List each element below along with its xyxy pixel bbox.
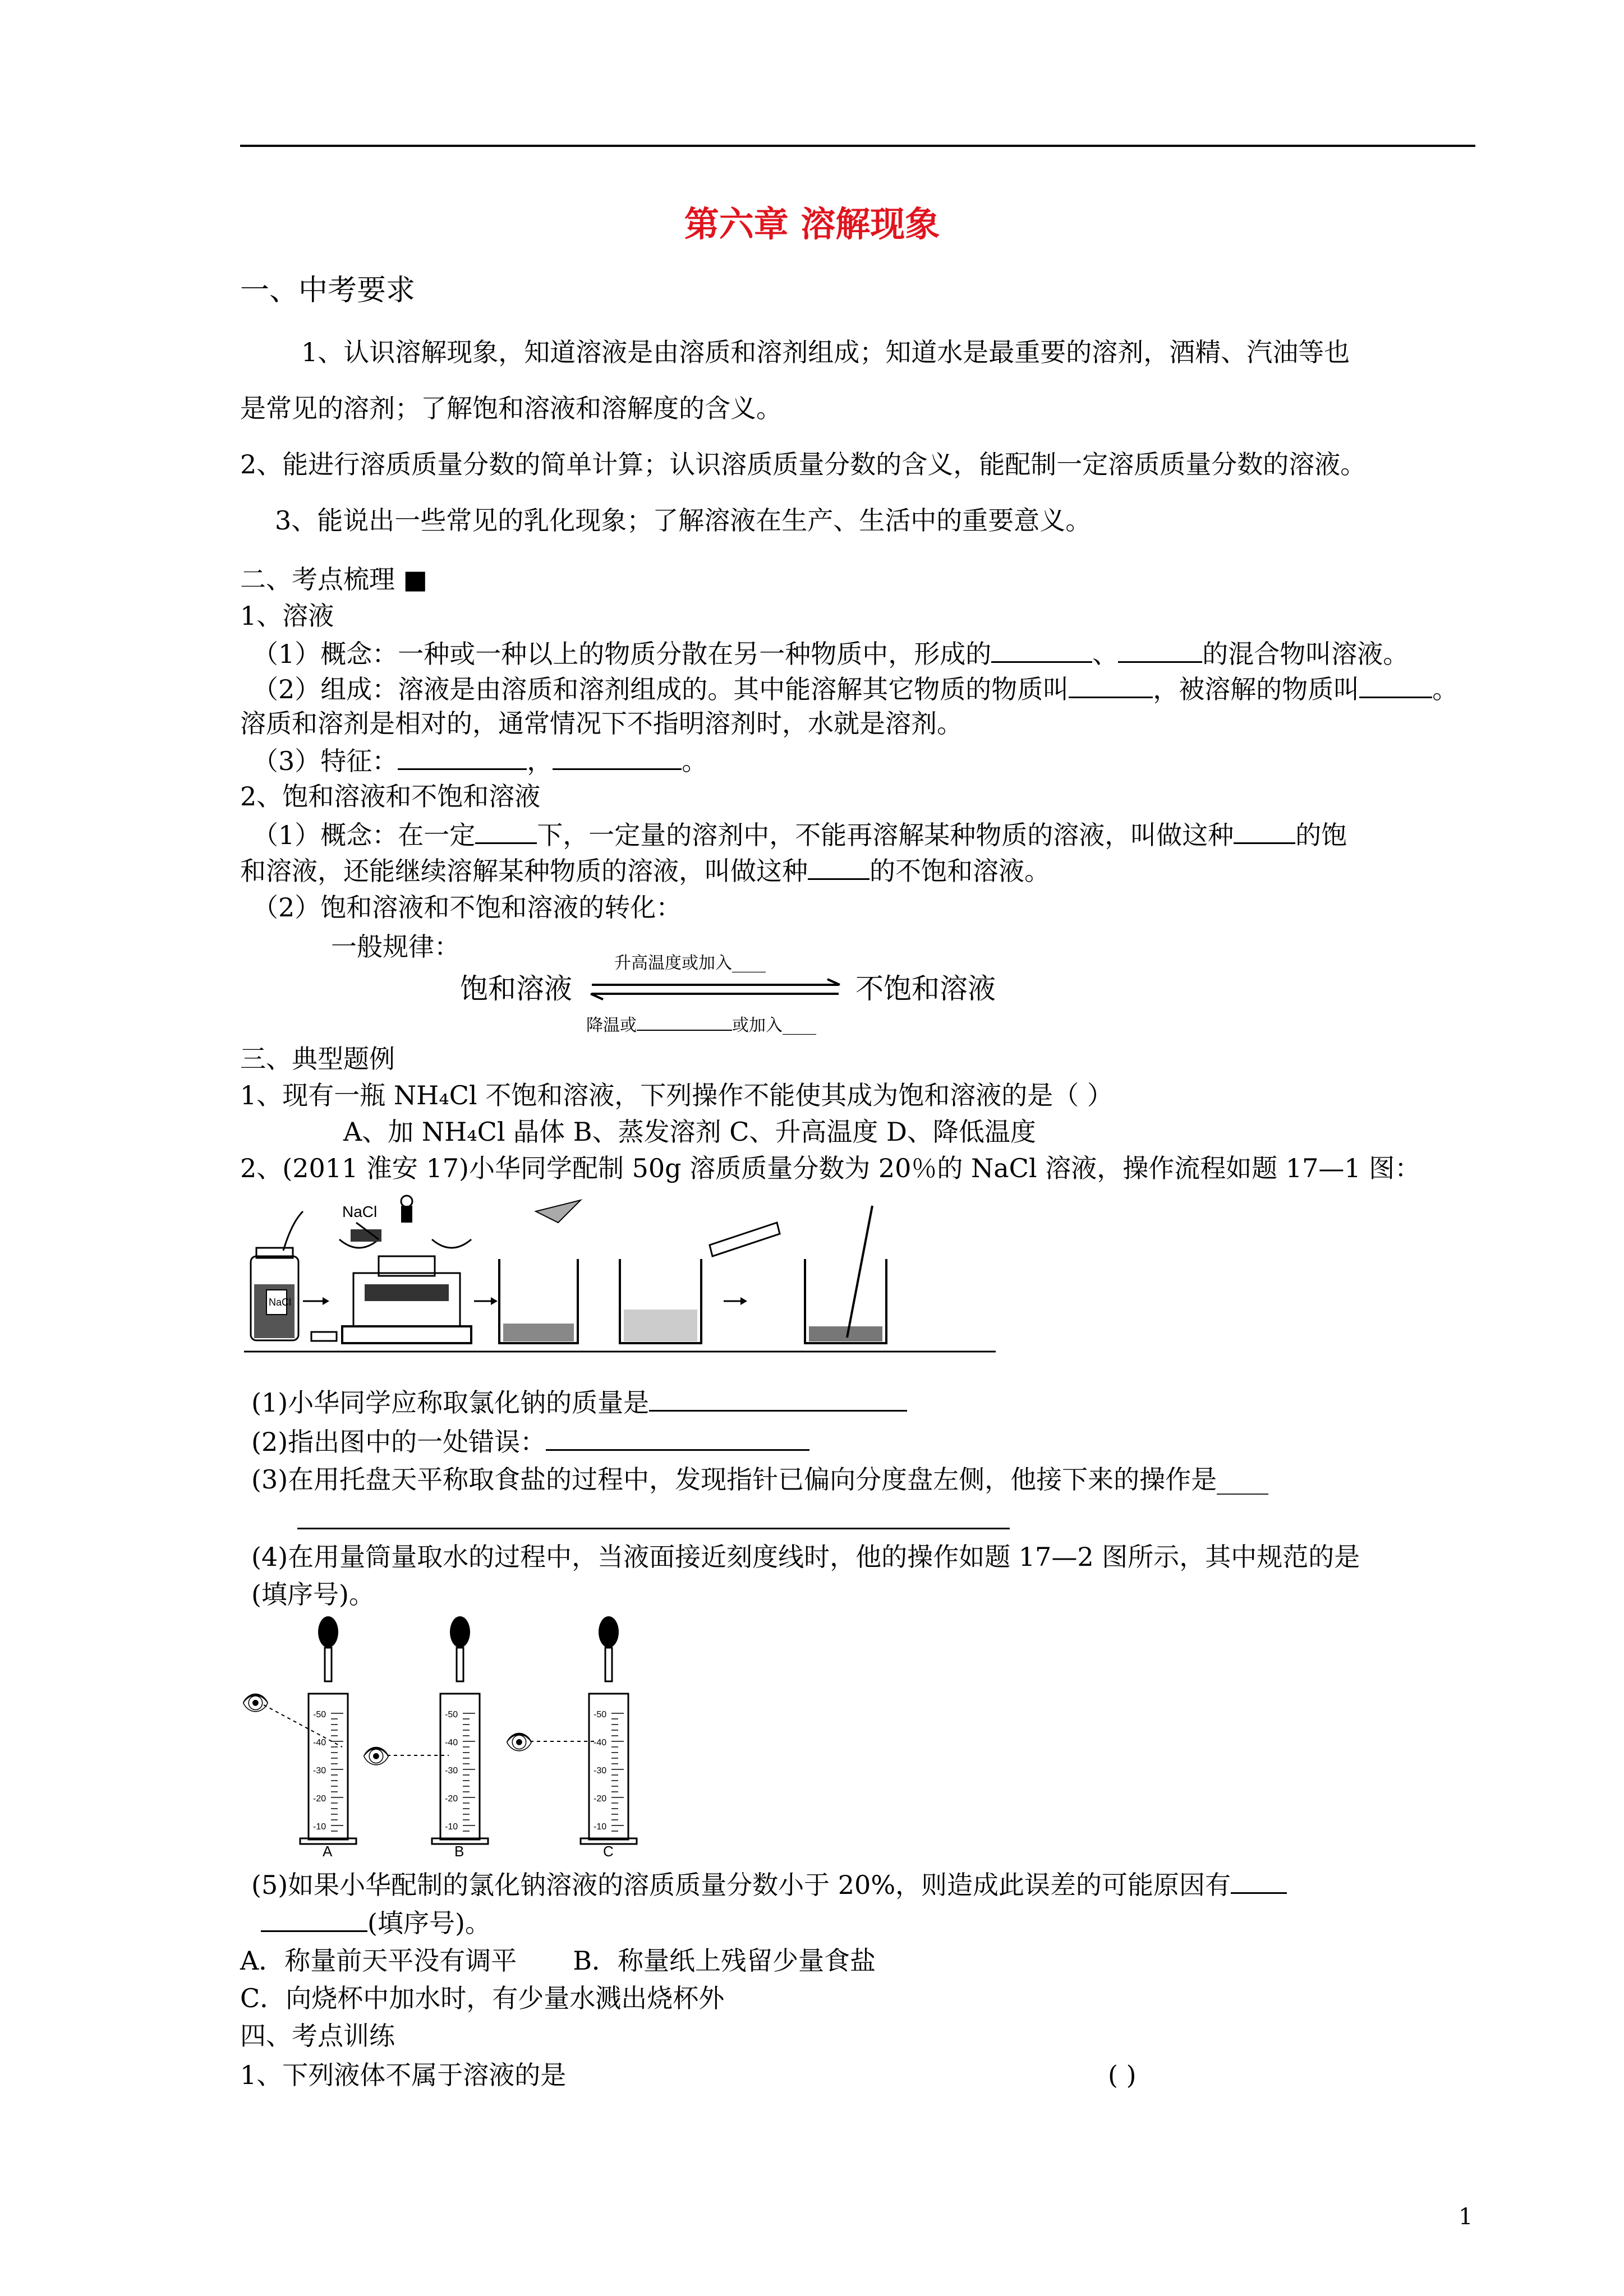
answer-blank[interactable] [1231, 1868, 1287, 1894]
concept-text-end: 的饱 [1295, 820, 1347, 850]
section3-heading: 三、典型题例 [240, 1044, 395, 1074]
sec1-item1-line2: 是常见的溶剂；了解饱和溶液和溶解度的含义。 [240, 393, 782, 423]
svg-text:NaCl: NaCl [269, 1297, 292, 1308]
cylinder-figure [241, 1615, 679, 1862]
svg-text:C: C [603, 1843, 614, 1860]
answer-blank[interactable] [1069, 672, 1153, 698]
topic1-concept [252, 637, 1409, 670]
composition-text: （2）组成：溶液是由溶质和溶剂组成的。其中能溶解其它物质的物质叫 [252, 674, 1069, 704]
scale-label: -40 [313, 1738, 326, 1748]
saturated-solution-label: 饱和溶液 [460, 972, 572, 1005]
example2-question: 2、(2011 淮安 17)小华同学配制 50g 溶质质量分数为 20％的 NaCl 溶液，操作流程如题 17—1 图： [240, 1153, 1421, 1183]
topic2-heading: 2、饱和溶液和不饱和溶液 [240, 781, 541, 812]
scale-label: -10 [594, 1822, 607, 1832]
example2-part3-answer [297, 1503, 1010, 1536]
scale-label: -30 [313, 1766, 326, 1776]
answer-blank[interactable] [546, 1424, 809, 1451]
answer-blank[interactable] [297, 1503, 1010, 1529]
page-title: 第六章 溶解现象 [684, 204, 940, 245]
dropper-icon [318, 1616, 338, 1681]
svg-text:B: B [454, 1843, 464, 1860]
cylinder-scale [313, 1710, 624, 1832]
top-arrow-label: 升高温度或加入____ [614, 953, 766, 973]
answer-blank[interactable] [991, 637, 1092, 663]
cylinder-pouring-icon [710, 1223, 780, 1256]
general-rule-label: 一般规律： [331, 932, 460, 962]
scale-label: -50 [313, 1710, 326, 1719]
concept-text-mid: 下，一定量的溶剂中，不能再溶解某种物质的溶液，叫做这种 [537, 820, 1234, 850]
example2-part5-line1 [251, 1868, 1287, 1901]
bottom-arrow-text: 降温或 [586, 1016, 637, 1035]
example2-part2 [251, 1424, 809, 1458]
comma: ， [527, 746, 553, 776]
option-a: A．称量前天平没有调平 [240, 1945, 517, 1976]
bottom-arrow-text-end: ____ [783, 1016, 816, 1035]
beaker-icon [620, 1223, 780, 1343]
example1-options: A、加 NH₄Cl 晶体 B、蒸发溶剂 C、升高温度 D、降低温度 [343, 1117, 1036, 1147]
beaker-icon [499, 1200, 581, 1343]
section2-heading: 二、考点梳理 ■ [240, 564, 428, 594]
bottom-arrow-label [586, 1014, 816, 1036]
scale-label: -50 [445, 1710, 458, 1719]
topic2-conversion: （2）饱和溶液和不饱和溶液的转化： [252, 892, 682, 923]
sec1-item1-line1: 1、认识溶解现象，知道溶液是由溶质和溶剂组成；知道水是最重要的溶剂，酒精、汽油等也 [301, 337, 1350, 367]
example2-part5-line2 [261, 1906, 491, 1939]
answer-blank[interactable] [261, 1906, 367, 1932]
concept-text-end: 的不饱和溶液。 [869, 856, 1050, 886]
part1-text: (1)小华同学应称取氯化钠的质量是 [251, 1387, 650, 1418]
answer-blank[interactable] [1118, 637, 1202, 663]
answer-blank[interactable] [808, 854, 869, 880]
answer-blank[interactable] [475, 818, 537, 844]
concept-text: 和溶液，还能继续溶解某种物质的溶液，叫做这种 [240, 856, 808, 886]
period: 。 [1432, 674, 1459, 704]
eye-icon: 👁 [362, 1744, 390, 1769]
example2-option-row1 [240, 1945, 876, 1976]
example1-question: 1、现有一瓶 NH₄Cl 不饱和溶液，下列操作不能使其成为饱和溶液的是（ ） [240, 1080, 1113, 1110]
page-number: 1 [1459, 2204, 1473, 2230]
header-rule [240, 145, 1475, 147]
part2-text: (2)指出图中的一处错误： [251, 1427, 546, 1457]
topic1-heading: 1、溶液 [240, 601, 334, 631]
graduated-cylinder-c [581, 1694, 637, 1860]
example2-part4-line1: (4)在用量筒量取水的过程中，当液面接近刻度线时，他的操作如题 17—2 图所示，其中规范的是 [251, 1542, 1360, 1572]
answer-blank[interactable] [649, 1385, 907, 1412]
glass-rod-icon [847, 1206, 872, 1338]
section4-heading: 四、考点训练 [240, 2021, 395, 2051]
graduated-cylinder-b [432, 1694, 488, 1860]
section1-heading: 一、中考要求 [240, 274, 416, 307]
separator: 、 [1092, 639, 1119, 669]
sec1-item3: 3、能说出一些常见的乳化现象；了解溶液在生产、生活中的重要意义。 [275, 505, 1092, 536]
balance-icon [339, 1196, 471, 1343]
scale-label: -30 [594, 1766, 607, 1776]
concept-text: （1）概念：一种或一种以上的物质分散在另一种物质中，形成的 [252, 639, 992, 669]
scale-label: -30 [445, 1766, 458, 1776]
example2-part1 [251, 1385, 907, 1418]
scale-label: -10 [445, 1822, 458, 1832]
features-text: （3）特征： [252, 746, 398, 776]
double-arrow-icon [586, 976, 844, 1004]
answer-blank[interactable] [398, 744, 527, 770]
sight-line [264, 1705, 342, 1747]
scale-label: -20 [445, 1794, 458, 1804]
scale-label: -20 [594, 1794, 607, 1804]
graduated-cylinder-a [300, 1694, 356, 1860]
concept-text-end: 的混合物叫溶液。 [1202, 639, 1409, 669]
answer-blank[interactable] [553, 744, 682, 770]
dropper-icon [450, 1616, 470, 1681]
scale-label: -10 [313, 1822, 326, 1832]
option-b: B．称量纸上残留少量食盐 [573, 1945, 876, 1976]
sec1-item2: 2、能进行溶质质量分数的简单计算；认识溶质质量分数的含义，能配制一定溶质质量分数的溶液。 [240, 449, 1367, 480]
svg-text:A: A [323, 1843, 333, 1860]
dropper-icon [599, 1616, 619, 1681]
beaker-icon [805, 1206, 886, 1343]
scale-label: -50 [594, 1710, 607, 1719]
composition-text-mid: ，被溶解的物质叫 [1153, 674, 1360, 704]
part5-text: (5)如果小华配制的氯化钠溶液的溶质质量分数小于 20%，则造成此误差的可能原因有 [251, 1870, 1231, 1900]
example2-part3: (3)在用托盘天平称取食盐的过程中，发现指针已偏向分度盘左侧，他接下来的操作是____ [251, 1464, 1269, 1495]
topic1-composition [252, 672, 1458, 705]
watch-glass-icon [311, 1332, 337, 1341]
answer-blank[interactable] [637, 1014, 732, 1031]
eye-icon: 👁 [505, 1730, 533, 1755]
topic2-concept-line2 [240, 854, 1050, 887]
training1-question: 1、下列液体不属于溶液的是 [240, 2060, 567, 2090]
example2-option-c: C．向烧杯中加水时，有少量水溅出烧杯外 [240, 1983, 725, 2013]
example2-part4-line2: (填序号)。 [251, 1579, 375, 1610]
svg-text:NaCl: NaCl [342, 1203, 378, 1220]
concept-text: （1）概念：在一定 [252, 820, 476, 850]
topic2-concept-line1 [252, 818, 1347, 851]
bottom-arrow-text-mid: 或加入 [732, 1016, 783, 1035]
reagent-jar-icon [251, 1211, 303, 1340]
topic1-composition-note: 溶质和溶剂是相对的，通常情况下不指明溶剂时，水就是溶剂。 [240, 708, 963, 739]
training1-answer-paren: ( ) [1108, 2060, 1137, 2090]
scale-label: -20 [313, 1794, 326, 1804]
eye-icon: 👁 [241, 1690, 270, 1716]
scale-label: -40 [445, 1738, 458, 1748]
topic1-features [252, 744, 707, 777]
part5-text-end: (填序号)。 [367, 1908, 491, 1938]
scale-label: -40 [594, 1738, 607, 1748]
process-flow-figure [244, 1189, 996, 1357]
answer-blank[interactable] [1359, 672, 1432, 698]
answer-blank[interactable] [1234, 818, 1295, 844]
period: 。 [682, 746, 708, 776]
unsaturated-solution-label: 不饱和溶液 [855, 972, 996, 1005]
